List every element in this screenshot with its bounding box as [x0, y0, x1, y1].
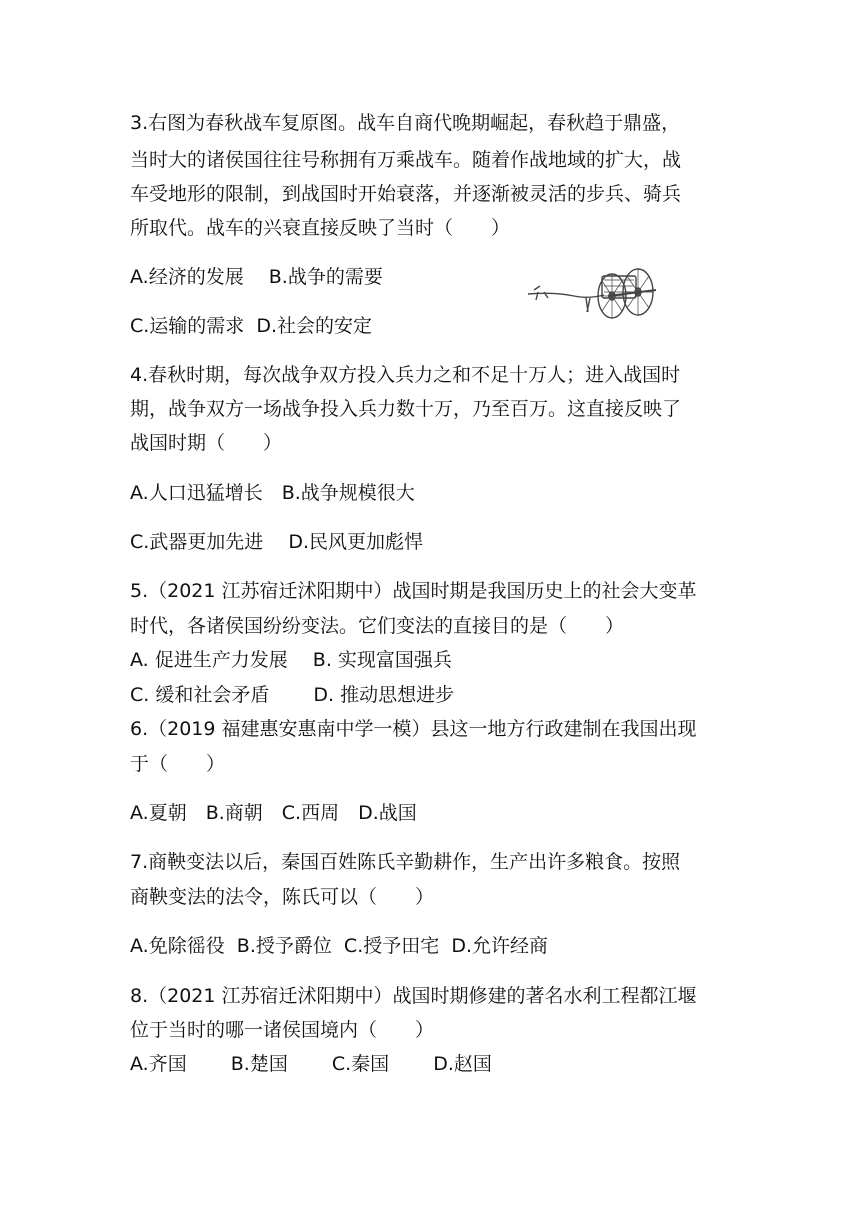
q3-stem-line-4: 所取代。战车的兴衰直接反映了当时（ ）	[130, 217, 511, 239]
q3-options-line-2: C.运输的需求 D.社会的安定	[130, 315, 373, 337]
q4-stem-line-1: 4.春秋时期，每次战争双方投入兵力之和不足十万人；进入战国时	[130, 364, 681, 386]
q5-stem-line-2: 时代，各诸侯国纷纷变法。它们变法的直接目的是（ ）	[130, 615, 625, 637]
q8-options-line-1: A.齐国 B.楚国 C.秦国 D.赵国	[130, 1053, 492, 1075]
q5-stem-line-1: 5.（2021 江苏宿迁沭阳期中）战国时期是我国历史上的社会大变革	[130, 580, 697, 602]
q7-stem-line-1: 7.商鞅变法以后，秦国百姓陈氏辛勤耕作，生产出许多粮食。按照	[130, 851, 681, 873]
q6-stem-line-1: 6.（2019 福建惠安惠南中学一模）县这一地方行政建制在我国出现	[130, 718, 697, 740]
q3-stem-line-1: 3.右图为春秋战车复原图。战车自商代晚期崛起，春秋趋于鼎盛，	[130, 112, 681, 134]
q3-stem-line-2: 当时大的诸侯国往往号称拥有万乘战车。随着作战地域的扩大，战	[130, 149, 682, 171]
q5-options-line-1: A. 促进生产力发展 B. 实现富国强兵	[130, 649, 452, 671]
q5-options-line-2: C. 缓和社会矛盾 D. 推动思想进步	[130, 684, 455, 706]
q6-options-line-1: A.夏朝 B.商朝 C.西周 D.战国	[130, 802, 417, 824]
q4-options-line-2: C.武器更加先进 D.民风更加彪悍	[130, 531, 424, 553]
chariot-illustration-icon	[524, 262, 664, 330]
q3-stem-line-3: 车受地形的限制，到战国时开始衰落，并逐渐被灵活的步兵、骑兵	[130, 183, 682, 205]
q4-stem-line-2: 期，战争双方一场战争投入兵力数十万，乃至百万。这直接反映了	[130, 398, 682, 420]
q6-stem-line-2: 于（ ）	[130, 753, 226, 775]
q8-stem-line-2: 位于当时的哪一诸侯国境内（ ）	[130, 1019, 435, 1041]
q3-options-line-1: A.经济的发展 B.战争的需要	[130, 266, 383, 288]
q8-stem-line-1: 8.（2021 江苏宿迁沭阳期中）战国时期修建的著名水利工程都江堰	[130, 985, 697, 1007]
q4-stem-line-3: 战国时期（ ）	[130, 432, 283, 454]
q7-options-line-1: A.免除徭役 B.授予爵位 C.授予田宅 D.允许经商	[130, 935, 548, 957]
q4-options-line-1: A.人口迅猛增长 B.战争规模很大	[130, 482, 415, 504]
q7-stem-line-2: 商鞅变法的法令，陈氏可以（ ）	[130, 886, 435, 908]
